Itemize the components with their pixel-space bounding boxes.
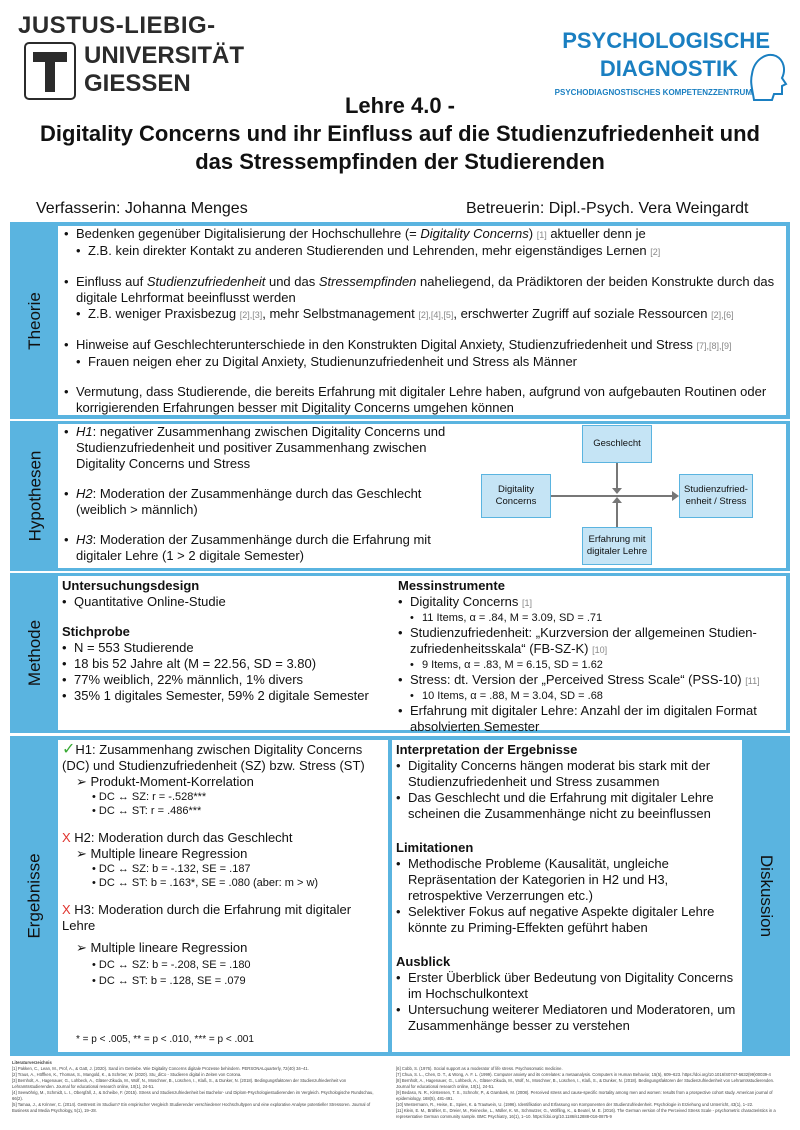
theorie-content: [58, 226, 786, 415]
arrowhead-icon: [612, 488, 622, 494]
department-name-line2: DIAGNOSTIK: [599, 56, 738, 81]
author: Verfasserin: Johanna Menges: [36, 200, 248, 217]
methode-right: [398, 578, 783, 735]
department-subtitle: PSYCHODIAGNOSTISCHES KOMPETENZZENTRUM: [554, 88, 752, 97]
hypothesis-3: • H3: Moderation der Zusammenhänge durch die Erfahrung mit digitaler Lehre (1 > 2 digitale Semester): [64, 532, 431, 563]
section-label-methode: Methode: [25, 619, 45, 687]
theorie-bullet-2: • Einfluss auf Studienzufriedenheit und das Stressempfinden naheliegend, da Prädiktoren der beiden Konstrukte durch das digitale Lehrformat beeinflusst werden: [64, 274, 775, 305]
arrowhead-icon: [612, 497, 622, 503]
aus-1: • Erster Überblick über Bedeutung von Digitality Concerns im Hochschulkontext: [396, 970, 734, 1001]
poster-title: [0, 92, 800, 176]
reference-item: [3] Bernholt, A., Hagenauer, G., Lohbeck, A., Gläser-Zikuda, M., Wolf, N., Moschner, B., Lüschen, I., Klaß, S., & Dunker, N. (2018). Bedingungsfaktoren der Studienzufriedenheit von Lehramtsstudierenden. Journal for educational research online, 10(1), 24-51.: [12, 1078, 347, 1089]
title-line2: Digitality Concerns und ihr Einfluss auf die Studienzufriedenheit und: [40, 121, 760, 146]
arrowhead-icon: [672, 491, 679, 501]
sample-gender: • 77% weiblich, 22% männlich, 1% divers: [62, 672, 304, 687]
instrument-2: • Studienzufriedenheit: „Kurzversion der allgemeinen Studien-zufriedenheitsskala“ (FB-SZ-K) [10]: [398, 625, 757, 656]
theorie-sub-1: • Z.B. kein direkter Kontakt zu anderen Studierenden und Lehrenden, mehr eigenständiges Lernen [2]: [76, 243, 661, 258]
instrument-1-detail: • 11 Items, α = .84, M = 3.09, SD = .71: [410, 612, 603, 624]
instrument-3-detail: • 10 Items, α = .88, M = 3.04, SD = .68: [410, 690, 603, 702]
diagram-arrow-geschlecht: [616, 463, 618, 491]
reference-item: [5] Tamaa, J., & Krinner, C. (2014). Gestresst im Studium? Ein empirischer Vergleich Studierender verschiedener Hochschultypen und eine explorative Analyse potentieller Stressoren. Journal of Business and Media Psychology, 5(1), 19–28.: [12, 1102, 371, 1113]
sample-semester: • 35% 1 digitales Semester, 59% 2 digitale Semester: [62, 688, 369, 703]
aus-2: • Untersuchung weiterer Mediatoren und Moderatoren, um Zusammenhänge besser zu verstehen: [396, 1002, 736, 1033]
interp-2: • Das Geschlecht und die Erfahrung mit digitaler Lehre scheinen die Zusammenhänge nicht zu beeinflussen: [396, 790, 714, 821]
hypothesis-2: • H2: Moderation der Zusammenhänge durch das Geschlecht (weiblich > männlich): [64, 486, 422, 517]
instrument-3: • Stress: dt. Version der „Perceived Stress Scale“ (PSS-10) [11]: [398, 672, 760, 687]
theorie-bullet-4: • Vermutung, dass Studierende, die bereits Erfahrung mit digitaler Lehre haben, aufgrund von aufgebauten Routinen oder korrigierenden Erfahrungen besser mit Digitality Concerns umgehen können: [64, 384, 767, 415]
reference-item: [7] Chua, S. L., Chen, D. T., & Wong, A. F. L. (1999). Computer anxiety and its correlates: a metaanalysis. Computers in Human Behavior, 15(5), 609–623. https://doi.org/10.1016/S0747-5632(99)00039-4: [396, 1072, 771, 1077]
reference-item: [2] Traus, A., Höffken, K., Thomas, S., Mangold, K., & Schröer, W. (2020). Stu_diCo - Studieren digital in Zeiten von Corona.: [12, 1072, 242, 1077]
section-label-hypothesen: Hypothesen: [25, 450, 45, 542]
references-right: [396, 1066, 788, 1126]
diagram-node-geschlecht: Geschlecht: [582, 425, 652, 463]
ergebnisse-text: [62, 742, 384, 988]
cross-icon: X: [62, 902, 71, 917]
supervisor: Betreuerin: Dipl.-Psych. Vera Weingardt: [466, 200, 749, 217]
result-h2-b: • DC ↔ ST: b = .163*, SE = .080 (aber: m > w): [92, 877, 319, 889]
instrument-2-detail: • 9 Items, α = .83, M = 6.15, SD = 1.62: [410, 659, 603, 671]
diagram-node-studienzufriedenheit-stress: Studienzufried-enheit / Stress: [679, 474, 753, 518]
result-h1-a: • DC ↔ SZ: r = -.528***: [92, 791, 207, 803]
sample-n: • N = 553 Studierende: [62, 640, 194, 655]
result-h3: X H3: Moderation durch die Erfahrung mit digitaler Lehre: [62, 902, 352, 933]
reference-item: [9] Bedaso, N. R., Kirstensen, T. S., Schnohr, P., & Grønbæk, M. (2008). Perceived stress and cause-specific mortality among men and women: results from a prospective cohort study. American journal of epidemiology, 168(5), 481-491.: [396, 1090, 773, 1101]
theorie-bullet-3: • Hinweise auf Geschlechterunterschiede in den Konstrukten Digital Anxiety, Studienzufriedenheit und Stress [7],[8],[9]: [64, 337, 732, 352]
title-line1: Lehre 4.0 -: [344, 93, 456, 118]
diagram-node-erfahrung: Erfahrung mit digitaler Lehre: [582, 527, 652, 565]
lim-2: • Selektiver Fokus auf negative Aspekte digitaler Lehre könnte zu Priming-Effekten geführt haben: [396, 904, 715, 935]
references-left: [12, 1060, 384, 1126]
section-label-diskussion: Diskussion: [757, 854, 777, 938]
theorie-bullet-1: • Bedenken gegenüber Digitalisierung der Hochschullehre (= Digitality Concerns) [1] aktueller denn je: [64, 226, 646, 241]
design-item: • Quantitative Online-Studie: [62, 594, 226, 609]
design-title: Untersuchungsdesign: [62, 578, 200, 593]
result-h1-method: ➢ Produkt-Moment-Korrelation: [76, 774, 254, 789]
significance-note: * = p < .005, ** = p < .010, *** = p < .001: [76, 1034, 254, 1045]
diagram-node-digitality-concerns: Digitality Concerns: [481, 474, 551, 518]
result-h2-a: • DC ↔ SZ: b = -.132, SE = .187: [92, 863, 251, 875]
section-label-ergebnisse: Ergebnisse: [25, 853, 44, 939]
result-h2: X H2: Moderation durch das Geschlecht: [62, 830, 293, 845]
section-label-theorie: Theorie: [25, 291, 45, 350]
aus-title: Ausblick: [396, 954, 451, 969]
reference-item: [8] Bernholt, A., Hagenauer, G., Lohbeck, A., Gläser-Zikuda, M., Wolf, N., Moschner, B., Lüschen, I., Klaß, S., & Dunker, N. (2018). Bedingungsfaktoren der Studienzufriedenheit von Lehramtsstudierenden. Journal for educational research online, 10(1), 24-51.: [396, 1078, 775, 1089]
sample-age: • 18 bis 52 Jahre alt (M = 22.56, SD = 3.80): [62, 656, 317, 671]
university-name-line1: JUSTUS-LIEBIG-: [18, 12, 216, 39]
methode-left: [62, 578, 382, 704]
reference-item: [4] Seewöhrig, M., Schmidt, L. I., Obergfäll, J., & Scheibe, F. (2015). Stress und Studienzufriedenheit bei Bachelor- und Diplom-Psychologiestudierenden im Vergleich. Psychologische Rundschau, 66(2).: [12, 1090, 374, 1101]
lim-1: • Methodische Probleme (Kausalität, ungleiche Repräsentation der Kategorien in H2 und H3, retrospektive Verzerrungen etc.): [396, 856, 669, 903]
reference-item: [10] Westermann, R., Heise, E., Spies, K. & Trautwein, U. (1996). Identifikation und Erfassung von Komponenten der Studienzufriedenheit. Psychologie in Erziehung und Unterricht, 43(1), 1–22.: [396, 1102, 754, 1107]
reference-item: [1] Pakken, C., Lean, M., Prof, A., & Gatt, J. (2020). Sand im Getriebe. Wie Digitality Concerns digitale Prozesse behindern. PERSONALquarterly, 72(40) 34–41.: [12, 1066, 309, 1071]
result-h3-method: ➢ Multiple lineare Regression: [76, 940, 248, 955]
diagram-arrow-erfahrung: [616, 502, 618, 527]
result-h2-method: ➢ Multiple lineare Regression: [76, 846, 248, 861]
result-h1: ✓H1: Zusammenhang zwischen Digitality Concerns (DC) und Studienzufriedenheit (SZ) bzw. Stress (ST): [62, 741, 365, 773]
references-title: Literaturverzeichnis: [12, 1060, 52, 1065]
diskussion-text: [396, 742, 740, 1034]
university-logo: [18, 12, 245, 102]
theorie-sub-2: • Z.B. weniger Praxisbezug [2],[3], mehr Selbstmanagement [2],[4],[5], erschwerter Zugriff auf soziale Ressourcen [2],[6]: [76, 306, 734, 321]
university-name-line2: UNIVERSITÄT: [84, 42, 245, 69]
reference-item: [11] Klein, E. M., Brähler, E., Dreier, M., Reinecke, L., Müller, K. W., Schmutzer, G., Wölfling, K., & Beutel, M. E. (2016). The German version of the Perceived Stress Scale - psychometric characteristics in a representative German community sample. BMC Psychiatry, 16(1), 1–10. https://doi.org/10.1186/s12888-016-0875-9: [396, 1108, 776, 1119]
instrument-4: • Erfahrung mit digitaler Lehre: Anzahl der im digitalen Format absolvierten Semester: [398, 703, 757, 734]
lim-title: Limitationen: [396, 840, 474, 855]
instrument-1: • Digitality Concerns [1]: [398, 594, 533, 609]
check-icon: ✓: [62, 741, 76, 758]
result-h1-b: • DC ↔ ST: r = .486***: [92, 805, 202, 817]
title-line3: das Stressempfinden der Studierenden: [195, 149, 605, 174]
theorie-sub-3: • Frauen neigen eher zu Digital Anxiety, Studienunzufriedenheit und Stress als Männer: [76, 354, 577, 369]
cross-icon: X: [62, 830, 71, 845]
interp-title: Interpretation der Ergebnisse: [396, 742, 578, 757]
interp-1: • Digitality Concerns hängen moderat bis stark mit der Studienzufriedenheit und Stress zusammen: [396, 758, 711, 789]
sample-title: Stichprobe: [62, 624, 130, 639]
university-name-line3: GIESSEN: [84, 70, 191, 97]
hypothesis-1: • H1: negativer Zusammenhang zwischen Digitality Concerns und Studienzufriedenheit und positiver Zusammenhang zwischen Digitality Concerns und Stress: [64, 424, 446, 471]
result-h3-b: • DC ↔ ST: b = .128, SE = .079: [92, 975, 246, 987]
reference-item: [6] Cobb, S. (1976). Social support as a moderator of life stress. Psychosomatic medicine.: [396, 1066, 563, 1071]
instruments-title: Messinstrumente: [398, 578, 505, 593]
result-h3-a: • DC ↔ SZ: b = -.208, SE = .180: [92, 959, 251, 971]
department-name-line1: PSYCHOLOGISCHE: [562, 28, 770, 53]
